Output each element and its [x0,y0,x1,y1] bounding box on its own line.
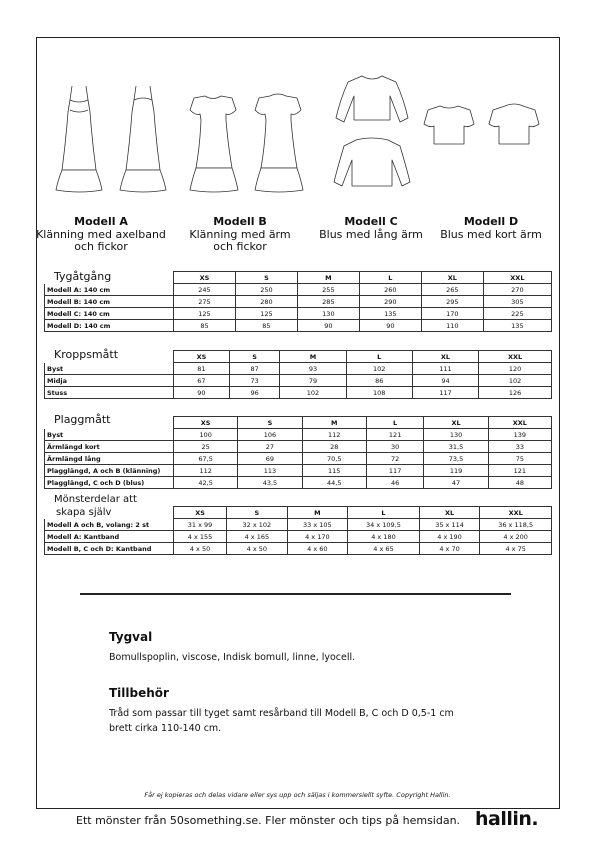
model-b-front-illustration [190,96,238,192]
row-label: Byst [45,429,174,441]
cell: 30 [366,441,423,453]
cell: 305 [483,296,551,308]
cell: 4 x 60 [287,543,348,555]
cell: 126 [479,387,552,399]
cell: 4 x 65 [348,543,420,555]
cell: 120 [479,363,552,375]
cell: 4 x 70 [419,543,480,555]
model-b-title: Modell B [213,215,267,228]
header-xs: XS [174,507,227,519]
model-a-title: Modell A [74,215,128,228]
cell: 106 [238,429,302,441]
header-xxl: XXL [483,272,551,284]
tillbehor-heading: Tillbehör [109,686,169,700]
tillbehor-text-line-2: brett cirka 110-140 cm. [109,723,222,734]
cell: 121 [366,429,423,441]
cell: 125 [235,308,297,320]
cell: 285 [297,296,359,308]
cell: 4 x 190 [419,531,480,543]
empty-header-cell [45,351,174,363]
cell: 270 [483,284,551,296]
cell: 33 x 105 [287,519,348,531]
table-plaggmatt [44,416,552,489]
row-label: Midja [45,375,174,387]
header-xl: XL [424,417,488,429]
cell: 115 [302,465,366,477]
table-header-row [45,417,552,429]
model-d-title: Modell D [463,215,519,228]
cell: 46 [366,477,423,489]
cell: 280 [235,296,297,308]
cell: 73,5 [424,453,488,465]
header-s: S [235,272,297,284]
copyright-notice: Får ej kopieras och delas vidare eller sys upp och säljas i kommersiellt syfte. Copyright Hallin. [144,791,451,799]
row-label: Ärmlängd lång [45,453,174,465]
header-xs: XS [174,272,236,284]
cell: 130 [424,429,488,441]
row-label: Plagglängd, A och B (klänning) [45,465,174,477]
cell: 67 [174,375,230,387]
cell: 25 [174,441,238,453]
tillbehor-text [109,706,529,736]
cell: 32 x 102 [227,519,288,531]
tygval-text: Bomullspoplin, viscose, Indisk bomull, linne, lyocell. [109,652,356,663]
cell: 4 x 50 [174,543,227,555]
header-l: L [346,351,412,363]
cell: 90 [297,320,359,332]
table-row [45,375,552,387]
empty-header-cell [45,507,174,519]
cell: 90 [359,320,421,332]
cell: 93 [280,363,346,375]
cell: 87 [229,363,279,375]
cell: 43,5 [238,477,302,489]
cell: 295 [421,296,483,308]
cell: 265 [421,284,483,296]
cell: 130 [297,308,359,320]
cell: 35 x 114 [419,519,480,531]
table-row [45,296,552,308]
row-label: Modell A: 140 cm [45,284,174,296]
model-d-caption [432,216,550,241]
table-header-row [45,351,552,363]
cell: 225 [483,308,551,320]
header-xl: XL [412,351,478,363]
section-title-monsterdelar-line-2: skapa själv [56,507,112,518]
cell: 4 x 165 [227,531,288,543]
cell: 48 [488,477,551,489]
model-a-back-illustration [120,86,166,192]
cell: 135 [359,308,421,320]
cell: 85 [174,320,236,332]
row-label: Byst [45,363,174,375]
cell: 119 [424,465,488,477]
table-row [45,308,552,320]
cell: 125 [174,308,236,320]
cell: 102 [479,375,552,387]
cell: 27 [238,441,302,453]
section-title-tygatgang: Tygåtgång [54,270,112,283]
model-a-front-illustration [56,86,102,192]
model-d-desc-1: Blus med kort ärm [440,227,542,241]
model-c-caption [312,216,430,241]
model-b-desc-2: och fickor [213,240,267,253]
cell: 85 [235,320,297,332]
cell: 81 [174,363,230,375]
cell: 44,5 [302,477,366,489]
cell: 42,5 [174,477,238,489]
cell: 100 [174,429,238,441]
cell: 4 x 200 [480,531,552,543]
cell: 47 [424,477,488,489]
cell: 108 [346,387,412,399]
section-title-monsterdelar-line-1: Mönsterdelar att [54,494,137,505]
cell: 260 [359,284,421,296]
header-xs: XS [174,417,238,429]
header-l: L [359,272,421,284]
row-label: Modell A: Kantband [45,531,174,543]
header-l: L [348,507,420,519]
model-a-desc-2: och fickor [74,240,128,253]
table-row [45,441,552,453]
cell: 4 x 50 [227,543,288,555]
cell: 112 [302,429,366,441]
cell: 72 [366,453,423,465]
model-a-desc-1: Klänning med axelband [36,227,166,241]
header-xl: XL [421,272,483,284]
cell: 31,5 [424,441,488,453]
table-row [45,429,552,441]
cell: 4 x 155 [174,531,227,543]
table-row [45,531,552,543]
cell: 245 [174,284,236,296]
garment-illustrations [0,0,595,210]
cell: 86 [346,375,412,387]
cell: 36 x 118,5 [480,519,552,531]
row-label: Modell B, C och D: Kantband [45,543,174,555]
cell: 110 [421,320,483,332]
model-c-title: Modell C [344,215,398,228]
table-row [45,320,552,332]
footer-text: Ett mönster från 50something.se. Fler mönster och tips på hemsidan. [76,814,461,827]
table-header-row [45,507,552,519]
table-row [45,519,552,531]
cell: 170 [421,308,483,320]
table-row [45,284,552,296]
table-header-row [45,272,552,284]
cell: 4 x 75 [480,543,552,555]
header-s: S [229,351,279,363]
cell: 31 x 99 [174,519,227,531]
hallin-logo: hallin. [475,808,539,830]
header-xl: XL [419,507,480,519]
header-xxl: XXL [480,507,552,519]
table-row [45,387,552,399]
header-m: M [287,507,348,519]
cell: 112 [174,465,238,477]
table-row [45,477,552,489]
table-row [45,453,552,465]
cell: 102 [346,363,412,375]
cell: 75 [488,453,551,465]
row-label: Ärmlängd kort [45,441,174,453]
cell: 4 x 170 [287,531,348,543]
header-xxl: XXL [479,351,552,363]
table-tygatgang [44,271,552,332]
header-xs: XS [174,351,230,363]
cell: 117 [412,387,478,399]
cell: 102 [280,387,346,399]
row-label: Modell D: 140 cm [45,320,174,332]
table-row [45,465,552,477]
cell: 94 [412,375,478,387]
cell: 34 x 109,5 [348,519,420,531]
section-title-kroppsmatt: Kroppsmått [54,348,119,361]
header-m: M [280,351,346,363]
model-b-desc-1: Klänning med ärm [189,227,291,241]
model-c-desc-1: Blus med lång ärm [319,227,423,241]
cell: 4 x 180 [348,531,420,543]
cell: 90 [174,387,230,399]
header-m: M [302,417,366,429]
cell: 113 [238,465,302,477]
cell: 33 [488,441,551,453]
model-d-front-illustration [424,106,474,144]
header-s: S [227,507,288,519]
cell: 290 [359,296,421,308]
cell: 255 [297,284,359,296]
cell: 69 [238,453,302,465]
cell: 73 [229,375,279,387]
model-b-caption [180,216,300,254]
section-divider [80,593,511,595]
tygval-heading: Tygval [109,630,153,644]
model-c-front-illustration [336,76,408,122]
cell: 67,5 [174,453,238,465]
header-m: M [297,272,359,284]
cell: 250 [235,284,297,296]
row-label: Modell A och B, volang: 2 st [45,519,174,531]
model-d-back-illustration [489,104,539,144]
empty-header-cell [45,272,174,284]
cell: 117 [366,465,423,477]
cell: 121 [488,465,551,477]
cell: 135 [483,320,551,332]
cell: 79 [280,375,346,387]
model-b-back-illustration [255,94,303,192]
cell: 70,5 [302,453,366,465]
cell: 111 [412,363,478,375]
table-row [45,543,552,555]
header-s: S [238,417,302,429]
row-label: Plagglängd, C och D (blus) [45,477,174,489]
row-label: Modell C: 140 cm [45,308,174,320]
section-title-plaggmatt: Plaggmått [54,413,111,426]
row-label: Stuss [45,387,174,399]
tillbehor-text-line-1: Tråd som passar till tyget samt resårband till Modell B, C och D 0,5-1 cm [109,708,454,719]
model-c-back-illustration [334,138,410,186]
cell: 139 [488,429,551,441]
table-kroppsmatt [44,350,552,399]
empty-header-cell [45,417,174,429]
model-a-caption [36,216,166,254]
table-monsterdelar [44,506,552,555]
row-label: Modell B: 140 cm [45,296,174,308]
cell: 96 [229,387,279,399]
table-row [45,363,552,375]
header-xxl: XXL [488,417,551,429]
cell: 28 [302,441,366,453]
cell: 275 [174,296,236,308]
header-l: L [366,417,423,429]
